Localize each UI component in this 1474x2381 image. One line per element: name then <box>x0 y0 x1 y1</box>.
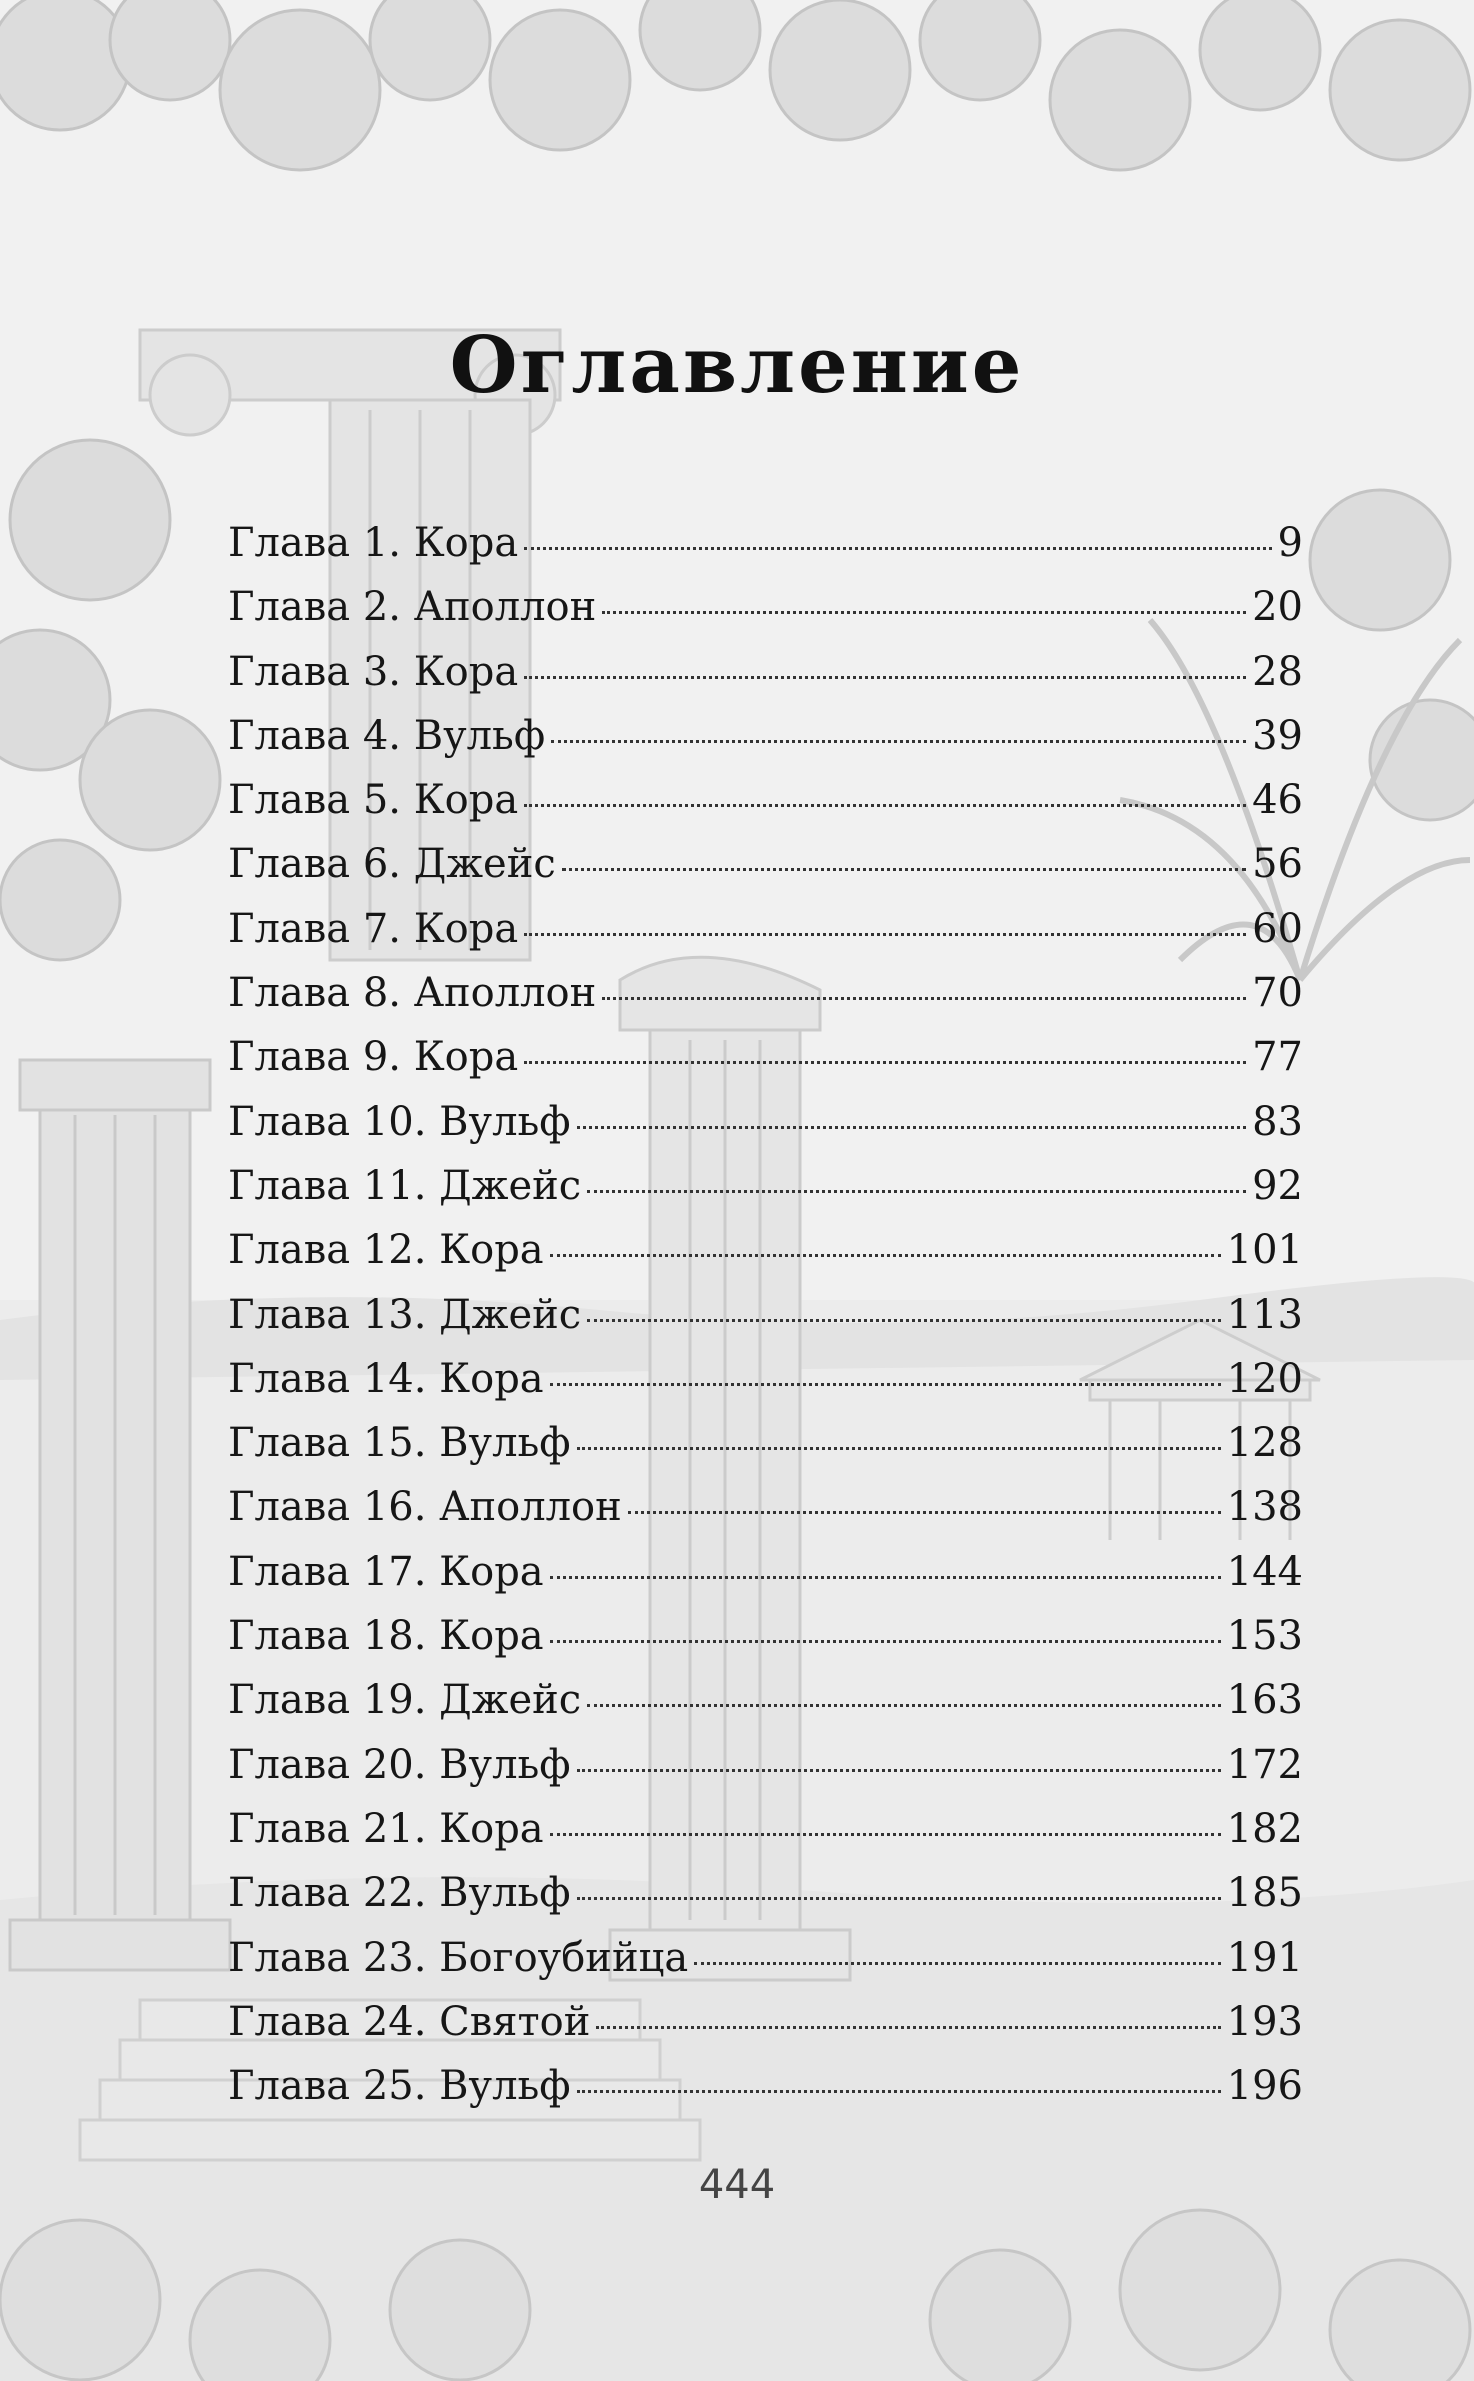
dot-leader <box>577 1768 1221 1772</box>
toc-page-number: 60 <box>1252 905 1303 952</box>
toc-page-number: 92 <box>1252 1162 1303 1209</box>
toc-row <box>228 777 1303 841</box>
toc-row <box>228 1356 1303 1420</box>
toc-row <box>228 1484 1303 1548</box>
dot-leader <box>587 1703 1220 1707</box>
toc-page-number: 196 <box>1226 2063 1303 2110</box>
dot-leader <box>550 1253 1221 1257</box>
dot-leader <box>602 610 1246 614</box>
toc-row <box>228 713 1303 777</box>
dot-leader <box>551 739 1246 743</box>
toc-row <box>228 1613 1303 1677</box>
dot-leader <box>577 1446 1221 1450</box>
page-title: Оглавление <box>449 320 1025 412</box>
dot-leader <box>524 803 1246 807</box>
toc-row <box>228 1806 1303 1870</box>
toc-chapter-title: Глава 7. Кора <box>228 905 519 952</box>
dot-leader <box>596 2025 1220 2029</box>
toc-page-number: 120 <box>1226 1355 1303 1402</box>
toc-chapter-title: Глава 12. Кора <box>228 1227 544 1274</box>
toc-row <box>228 1870 1303 1934</box>
dot-leader <box>577 1896 1221 1900</box>
toc-row <box>228 584 1303 648</box>
toc-row <box>228 1420 1303 1484</box>
toc-chapter-title: Глава 16. Аполлон <box>228 1484 622 1531</box>
toc-chapter-title: Глава 17. Кора <box>228 1548 544 1595</box>
toc-chapter-title: Глава 13. Джейс <box>228 1291 582 1338</box>
toc-chapter-title: Глава 19. Джейс <box>228 1677 582 1724</box>
dot-leader <box>577 2089 1221 2093</box>
toc-page-number: 191 <box>1226 1934 1303 1981</box>
toc-chapter-title: Глава 14. Кора <box>228 1355 544 1402</box>
toc-row <box>228 1549 1303 1613</box>
toc-page-number: 163 <box>1226 1677 1303 1724</box>
toc-page-number: 20 <box>1252 584 1303 631</box>
toc-chapter-title: Глава 2. Аполлон <box>228 584 597 631</box>
toc-chapter-title: Глава 1. Кора <box>228 520 519 566</box>
toc-chapter-title: Глава 8. Аполлон <box>228 970 597 1017</box>
toc-chapter-title: Глава 21. Кора <box>228 1805 544 1852</box>
toc-chapter-title: Глава 6. Джейс <box>228 841 556 888</box>
toc-page-number: 56 <box>1252 841 1303 888</box>
dot-leader <box>562 867 1246 871</box>
dot-leader <box>524 675 1246 679</box>
dot-leader <box>550 1639 1221 1643</box>
toc-row <box>228 1034 1303 1098</box>
toc-row <box>228 1935 1303 1999</box>
toc-row <box>228 970 1303 1034</box>
toc-row <box>228 1292 1303 1356</box>
dot-leader <box>694 1961 1220 1965</box>
toc-row <box>228 1099 1303 1163</box>
toc-page-number: 70 <box>1252 970 1303 1017</box>
toc-chapter-title: Глава 10. Вульф <box>228 1098 571 1145</box>
toc-chapter-title: Глава 24. Святой <box>228 1998 591 2045</box>
toc-chapter-title: Глава 4. Вульф <box>228 712 546 759</box>
toc-row <box>228 649 1303 713</box>
toc-row <box>228 1227 1303 1291</box>
dot-leader <box>550 1382 1221 1386</box>
toc-page-number: 9 <box>1277 520 1303 566</box>
toc-page-number: 83 <box>1252 1098 1303 1145</box>
toc-page-number: 144 <box>1226 1548 1303 1595</box>
toc-chapter-title: Глава 15. Вульф <box>228 1420 571 1467</box>
dot-leader <box>577 1125 1247 1129</box>
toc-page-number: 153 <box>1226 1613 1303 1660</box>
dot-leader <box>524 546 1271 550</box>
toc-chapter-title: Глава 25. Вульф <box>228 2063 571 2110</box>
dot-leader <box>628 1510 1221 1514</box>
toc-page-number: 113 <box>1226 1291 1303 1338</box>
toc-chapter-title: Глава 9. Кора <box>228 1034 519 1081</box>
toc-chapter-title: Глава 3. Кора <box>228 648 519 695</box>
toc-row <box>228 906 1303 970</box>
page-number: 444 <box>698 2162 776 2208</box>
toc-page-number: 101 <box>1226 1227 1303 1274</box>
toc-page-number: 182 <box>1226 1805 1303 1852</box>
toc-page-number: 28 <box>1252 648 1303 695</box>
dot-leader <box>550 1832 1221 1836</box>
toc-chapter-title: Глава 23. Богоубийца <box>228 1934 689 1981</box>
toc-chapter-title: Глава 22. Вульф <box>228 1870 571 1917</box>
toc-page-number: 39 <box>1252 712 1303 759</box>
toc-page-number: 77 <box>1252 1034 1303 1081</box>
toc-page-number: 172 <box>1226 1741 1303 1788</box>
toc-page-number: 185 <box>1226 1870 1303 1917</box>
dot-leader <box>524 1060 1246 1064</box>
toc-row <box>228 841 1303 905</box>
toc-row <box>228 520 1303 584</box>
table-of-contents <box>228 520 1303 2127</box>
dot-leader <box>587 1189 1246 1193</box>
toc-row <box>228 1999 1303 2063</box>
toc-row <box>228 1163 1303 1227</box>
toc-chapter-title: Глава 20. Вульф <box>228 1741 571 1788</box>
dot-leader <box>602 996 1246 1000</box>
toc-row <box>228 1677 1303 1741</box>
toc-page-number: 128 <box>1226 1420 1303 1467</box>
toc-page-number: 46 <box>1252 777 1303 824</box>
toc-row <box>228 2063 1303 2127</box>
toc-chapter-title: Глава 11. Джейс <box>228 1162 582 1209</box>
toc-row <box>228 1742 1303 1806</box>
toc-page-number: 193 <box>1226 1998 1303 2045</box>
toc-chapter-title: Глава 18. Кора <box>228 1613 544 1660</box>
dot-leader <box>524 932 1246 936</box>
dot-leader <box>587 1318 1220 1322</box>
toc-chapter-title: Глава 5. Кора <box>228 777 519 824</box>
toc-page-number: 138 <box>1226 1484 1303 1531</box>
dot-leader <box>550 1575 1221 1579</box>
